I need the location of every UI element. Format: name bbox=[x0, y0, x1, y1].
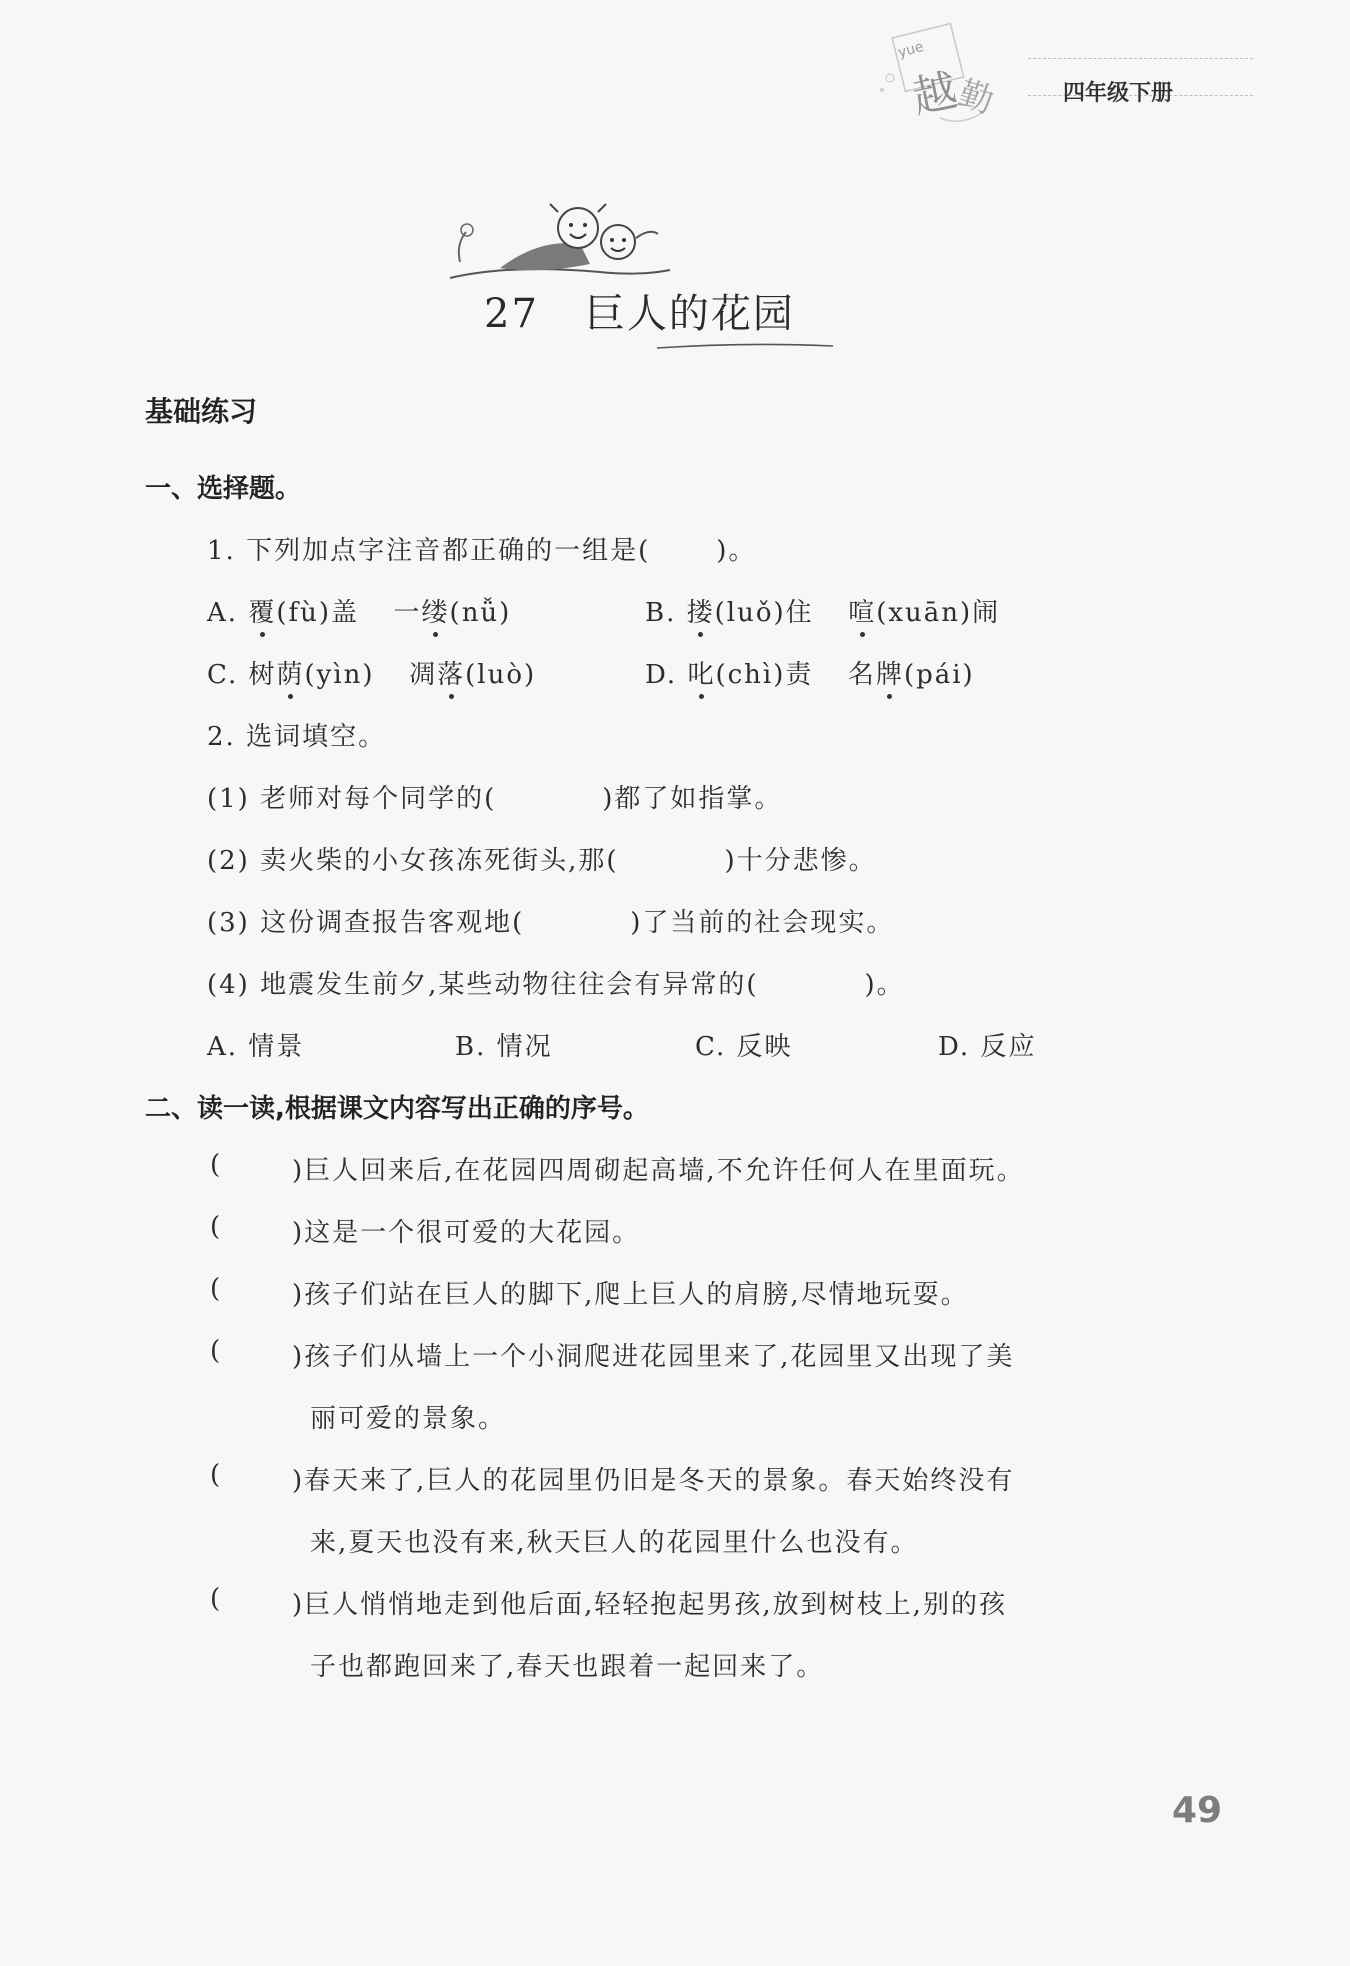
order-blank[interactable] bbox=[235, 1584, 295, 1616]
order-item-5-line-1: )春天来了,巨人的花园里仍旧是冬天的景象。春天始终没有 bbox=[292, 1466, 1015, 1496]
order-item-2-paren: ( bbox=[210, 1212, 223, 1242]
order-item-4-line-1: )孩子们从墙上一个小洞爬进花园里来了,花园里又出现了美 bbox=[292, 1342, 1015, 1372]
lesson-title bbox=[484, 282, 795, 339]
q2-item-text: )十分悲惨。 bbox=[724, 846, 877, 876]
order-blank[interactable] bbox=[235, 1274, 295, 1306]
stamp-latin-text: yue bbox=[896, 38, 926, 62]
q2-item-text: )都了如指掌。 bbox=[602, 784, 783, 814]
option-text: (luǒ)住 bbox=[714, 598, 814, 628]
q1-option-b bbox=[645, 592, 1000, 629]
stamp-char-1: 越 bbox=[908, 64, 962, 124]
grade-label: 四年级下册 bbox=[1063, 81, 1174, 106]
dotted-char: 覆 bbox=[248, 592, 276, 629]
page-number: 49 bbox=[1172, 1790, 1223, 1831]
lesson-number: 27 bbox=[484, 291, 539, 337]
option-label: D. bbox=[645, 660, 678, 690]
q1-option-d bbox=[645, 654, 975, 691]
dotted-char: 喧 bbox=[848, 592, 876, 629]
part1-heading: 一、选择题。 bbox=[145, 474, 302, 504]
q1-prefix: 1. 下列加点字注音都正确的一组是( bbox=[207, 536, 651, 566]
order-item-1-paren: ( bbox=[210, 1150, 223, 1180]
option-label: C. bbox=[207, 660, 239, 690]
order-item-4-line-2: 丽可爱的景象。 bbox=[310, 1404, 507, 1434]
option-text: 凋 bbox=[409, 660, 438, 690]
dotted-char: 荫 bbox=[277, 654, 305, 691]
part2-heading: 二、读一读,根据课文内容写出正确的序号。 bbox=[145, 1094, 649, 1124]
dotted-char: 缕 bbox=[422, 592, 450, 629]
kids-illustration-icon bbox=[440, 190, 680, 290]
option-text: (luò) bbox=[465, 660, 537, 690]
q2-item-1 bbox=[207, 778, 782, 815]
option-text: (yìn) bbox=[304, 660, 375, 690]
option-text: (nǚ) bbox=[449, 598, 512, 628]
q2-item-3 bbox=[207, 902, 894, 939]
q2-option-a: A. 情景 bbox=[207, 1032, 305, 1062]
order-blank[interactable] bbox=[235, 1460, 295, 1492]
option-text: (pái) bbox=[903, 660, 975, 690]
q2-option-c: C. 反映 bbox=[695, 1032, 793, 1062]
q1-stem bbox=[207, 530, 756, 567]
q1-option-c bbox=[207, 654, 536, 691]
option-text: (xuān)闹 bbox=[876, 598, 1001, 628]
stamp-char-2: 勤 bbox=[953, 73, 999, 123]
order-item-5-line-2: 来,夏天也没有来,秋天巨人的花园里什么也没有。 bbox=[310, 1528, 919, 1558]
q2-item-text: (2) 卖火柴的小女孩冻死街头,那( bbox=[207, 846, 619, 876]
q2-item-text: )了当前的社会现实。 bbox=[630, 908, 895, 938]
order-item-1: )巨人回来后,在花园四周砌起高墙,不允许任何人在里面玩。 bbox=[292, 1156, 1025, 1186]
q2-item-4 bbox=[207, 964, 905, 1001]
dotted-char: 牌 bbox=[876, 654, 904, 691]
q1-suffix: )。 bbox=[716, 536, 757, 566]
order-item-6-line-1: )巨人悄悄地走到他后面,轻轻抱起男孩,放到树枝上,别的孩 bbox=[292, 1590, 1007, 1620]
order-item-3: )孩子们站在巨人的脚下,爬上巨人的肩膀,尽情地玩耍。 bbox=[292, 1280, 969, 1310]
order-item-2: )这是一个很可爱的大花园。 bbox=[292, 1218, 641, 1248]
lesson-title-text: 巨人的花园 bbox=[584, 291, 795, 337]
q2-option-b: B. 情况 bbox=[455, 1032, 553, 1062]
title-underline bbox=[655, 343, 835, 351]
order-blank[interactable] bbox=[235, 1336, 295, 1368]
order-blank[interactable] bbox=[235, 1212, 295, 1244]
option-text: 一 bbox=[393, 598, 422, 628]
dotted-char: 搂 bbox=[687, 592, 715, 629]
option-label: B. bbox=[645, 598, 677, 628]
q2-item-text: (3) 这份调查报告客观地( bbox=[207, 908, 525, 938]
order-item-4-paren: ( bbox=[210, 1336, 223, 1366]
q2-item-text: (1) 老师对每个同学的( bbox=[207, 784, 497, 814]
option-text: (fù)盖 bbox=[276, 598, 359, 628]
section-heading: 基础练习 bbox=[145, 395, 258, 428]
order-item-6-paren: ( bbox=[210, 1584, 223, 1614]
q2-item-text: (4) 地震发生前夕,某些动物往往会有异常的( bbox=[207, 970, 759, 1000]
dotted-char: 落 bbox=[437, 654, 465, 691]
option-text: 名 bbox=[847, 660, 876, 690]
q2-heading: 2. 选词填空。 bbox=[207, 722, 387, 752]
option-label: A. bbox=[207, 598, 239, 628]
order-item-6-line-2: 子也都跑回来了,春天也跟着一起回来了。 bbox=[310, 1652, 825, 1682]
q2-item-2 bbox=[207, 840, 877, 877]
order-blank[interactable] bbox=[235, 1150, 295, 1182]
dotted-char: 叱 bbox=[687, 654, 715, 691]
option-text: 树 bbox=[248, 660, 277, 690]
order-item-3-paren: ( bbox=[210, 1274, 223, 1304]
q2-option-d: D. 反应 bbox=[938, 1032, 1037, 1062]
q1-option-a bbox=[207, 592, 511, 629]
q2-item-text: )。 bbox=[864, 970, 905, 1000]
order-item-5-paren: ( bbox=[210, 1460, 223, 1490]
option-text: (chì)责 bbox=[715, 660, 814, 690]
